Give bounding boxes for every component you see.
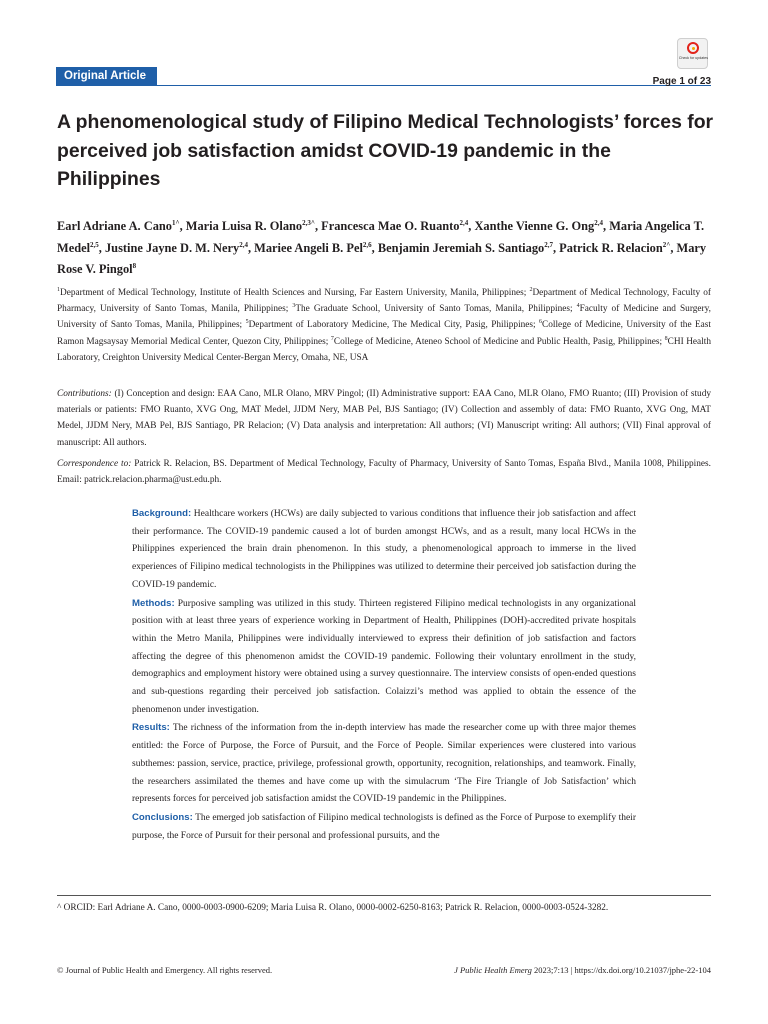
affiliation-number: 8 [664, 335, 668, 342]
author-name: Mary Rose V. Pingol [57, 240, 707, 277]
author-separator: , [179, 219, 186, 234]
journal-name: J Public Health Emerg [454, 965, 532, 975]
copyright-notice: © Journal of Public Health and Emergency. All rights reserved. [57, 965, 273, 975]
abstract-conclusions [132, 809, 636, 845]
page-number: Page 1 of 23 [652, 76, 711, 87]
check-for-updates-badge[interactable] [677, 38, 708, 69]
affiliation-number: 7 [330, 335, 334, 342]
author-affiliation-marker: 2,6 [362, 240, 372, 249]
author-affiliation-marker: 2,7 [544, 240, 553, 249]
crossmark-icon [687, 42, 699, 54]
abstract-background [132, 505, 636, 595]
affiliation-number: 2 [529, 286, 533, 293]
affiliation-text: Department of Medical Technology, Faculty of Pharmacy, University of Santo Tomas, Manila, Philippines; [57, 288, 711, 315]
author-name: Maria Angelica T. Medel [57, 219, 705, 255]
abstract [132, 505, 636, 845]
affiliation-number: 4 [576, 303, 580, 310]
abstract-results [132, 719, 636, 809]
author-list [57, 214, 717, 279]
correspondence [57, 456, 711, 488]
contributions-label: Contributions: [57, 389, 112, 399]
methods-text: Purposive sampling was utilized in this study. Thirteen registered Filipino medical technologists in any organizational position with at least three years of experience working in Department of Health, Philippines (DOH)-accredited private hospitals within the Metro Manila, Philippines were individually interviewed to express their definition of job satisfaction and factors affecting the degree of this phenomenon amidst the COVID-19 pandemic. Following their voluntary enrollment in the study, demographics and employment history were obtained using a survey questionnaire. The interview consists of open-ended questions and sub-questions regarding their perceived job satisfaction. Colaizzi’s method was applied to obtain the essence of the phenomenon under investigation. [132, 598, 636, 715]
affiliation-text: CHI Health Laboratory, Creighton University Medical Center-Bergan Mercy, Omaha, NE, USA [57, 336, 712, 363]
abstract-methods [132, 595, 636, 720]
contributions-text: (I) Conception and design: EAA Cano, MLR Olano, MRV Pingol; (II) Administrative support: EAA Cano, MLR Olano, FMO Ruanto; (III) Provision of study materials or patients: FMO Ruanto, XVG Ong, MAT Medel, JJDM Nery, MAB Pel, BJS Santiago; (IV) Collection and assembly of data: FMO Ruanto, XVG Ong, MAT Medel, JJDM Nery, MAB Pel, BJS Santiago, PR Relacion; (V) Data analysis and interpretation: All authors; (VI) Manuscript writing: All authors; (VII) Final approval of manuscript: All authors. [57, 389, 711, 448]
orcid-footnote: ^ ORCID: Earl Adriane A. Cano, 0000-0003-0900-6209; Maria Luisa R. Olano, 0000-0002-6250-8163; Patrick R. Relacion, 0000-0003-0524-3282. [57, 903, 609, 913]
author-name: Xanthe Vienne G. Ong [474, 219, 595, 234]
author-separator: , [98, 240, 105, 255]
results-heading: Results: [132, 722, 170, 734]
author-separator: , [602, 219, 610, 234]
background-text: Healthcare workers (HCWs) are daily subjected to various conditions that influence their job satisfaction and affect their performance. The COVID-19 pandemic caused a lot of burden amongst HCWs, and as a result, many local HCWs in the Philippines experienced the brain drain phenomenon. In this study, a phenomenological approach to immerse in the lived experiences of Filipino medical technologists in the Philippines was utilized to determine their perceived job satisfaction during the COVID-19 pandemic. [132, 509, 636, 590]
author-separator: , [670, 240, 677, 255]
article-title: A phenomenological study of Filipino Medical Technologists’ forces for perceived job satisfaction amidst COVID-19 pandemic in the Philippines [57, 111, 714, 190]
affiliation-text: Department of Laboratory Medicine, The Medical City, Pasig, Philippines; [248, 320, 540, 331]
affiliation-text: The Graduate School, University of Santo Tomas, Manila, Philippines; [295, 304, 577, 315]
author-affiliation-marker: 8 [132, 262, 137, 271]
author-separator: , [468, 219, 475, 234]
author-separator: , [314, 219, 322, 234]
author-separator: , [371, 240, 378, 255]
citation-details[interactable]: 2023;7:13 | https://dx.doi.org/10.21037/jphe-22-104 [531, 965, 711, 975]
author-affiliation-marker: 2^ [662, 240, 671, 249]
author-name: Patrick R. Relacion [559, 240, 663, 255]
author-separator: , [247, 240, 255, 255]
affiliation-text: College of Medicine, Ateneo School of Medicine and Public Health, Pasig, Philippines; [333, 336, 665, 347]
affiliation-number: 6 [539, 319, 543, 326]
affiliation-text: Faculty of Medicine and Surgery, University of Santo Tomas, Manila, Philippines; [57, 304, 711, 331]
correspondence-text: Patrick R. Relacion, BS. Department of Medical Technology, Faculty of Pharmacy, University of Santo Tomas, España Blvd., Manila 1008, Philippines. Email: patrick.relacion.pharma@ust.edu.ph. [57, 459, 711, 486]
author-name: Maria Luisa R. Olano [185, 219, 303, 234]
author-name: Justine Jayne D. M. Nery [104, 240, 240, 255]
affiliation-text: College of Medicine, University of the East Ramon Magsaysay Memorial Medical Center, Quezon City, Philippines; [57, 320, 711, 347]
results-text: The richness of the information from the in-depth interview has made the researcher come up with three major themes entitled: the Force of Purpose, the Force of Pursuit, and the Force of People. Similar experiences were clustered into various subthemes: passion, service, practice, privilege, professional growth, opportunity, recognition, relationships, and teamwork. Finally, the researchers assimilated the themes and have come up with the simulacrum ‘The Fire Triangle of Job Satisfaction’ which represents forces for perceived job satisfaction amidst the COVID-19 pandemic in the Philippines. [132, 723, 636, 805]
badge-label: Check for updates [678, 56, 709, 60]
author-name: Francesca Mae O. Ruanto [321, 219, 460, 234]
author-affiliation-marker: 2,5 [90, 240, 99, 249]
conclusions-text: The emerged job satisfaction of Filipino medical technologists is defined as the Force of Purpose to exemplify their purpose, the Force of Pursuit for their personal and professional pursuits, and the [132, 812, 636, 841]
author-name: Earl Adriane A. Cano [57, 219, 172, 234]
author-affiliation-marker: 2,3^ [302, 219, 315, 227]
methods-heading: Methods: [132, 597, 175, 609]
background-heading: Background: [132, 508, 192, 519]
author-separator: , [552, 240, 560, 255]
affiliation-text: Department of Medical Technology, Institute of Health Sciences and Nursing, Far Eastern University, Manila, Philippines; [60, 288, 530, 298]
author-affiliation-marker: 2,4 [459, 219, 469, 227]
affiliation-number: 5 [245, 319, 249, 326]
conclusions-heading: Conclusions: [132, 811, 193, 823]
citation-line [400, 965, 711, 975]
footnote-rule [57, 895, 711, 896]
author-affiliation-marker: 2,4 [239, 240, 248, 249]
affiliation-number: 1 [57, 286, 60, 293]
affiliation-number: 3 [292, 303, 296, 310]
article-type-tag: Original Article [56, 67, 157, 85]
correspondence-label: Correspondence to: [57, 459, 132, 469]
affiliations [57, 285, 711, 366]
author-affiliation-marker: 2,4 [594, 219, 603, 227]
author-affiliation-marker: 1^ [171, 219, 180, 227]
author-name: Benjamin Jeremiah S. Santiago [377, 240, 545, 255]
contributions [57, 386, 711, 451]
author-name: Mariee Angeli B. Pel [254, 240, 363, 255]
